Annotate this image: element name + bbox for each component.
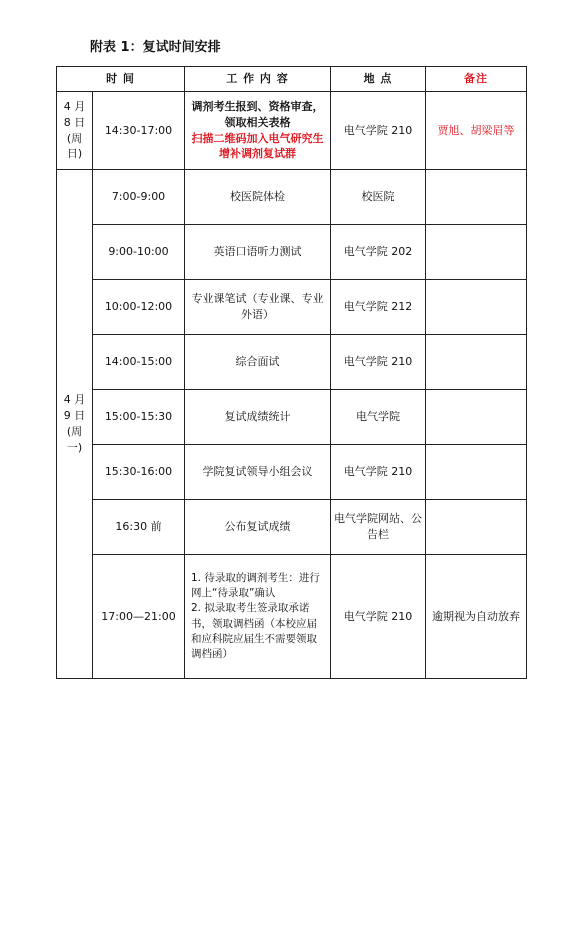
note-cell — [426, 225, 527, 280]
table-row — [57, 390, 527, 445]
list-item: 2. 拟录取考生签录取承诺书，领取调档函（本校应届和应科院应届生不需要领取调档函） — [191, 602, 317, 660]
time-cell: 14:00-15:00 — [93, 335, 185, 390]
header-content: 工 作 内 容 — [185, 67, 331, 92]
time-cell: 14:30-17:00 — [93, 92, 185, 170]
location-cell: 校医院 — [331, 170, 426, 225]
note-cell — [426, 500, 527, 555]
list-item: 1. 待录取的调剂考生：进行网上“待录取”确认 — [191, 571, 320, 600]
table-row — [57, 225, 527, 280]
content-cell: 英语口语听力测试 — [185, 225, 331, 280]
table-row — [57, 170, 527, 225]
note-cell — [426, 280, 527, 335]
time-cell: 16:30 前 — [93, 500, 185, 555]
content-highlight: 扫描二维码加入电气研究生增补调剂复试群 — [191, 131, 324, 161]
content-cell — [185, 555, 331, 679]
table-row — [57, 500, 527, 555]
table-row — [57, 92, 527, 170]
schedule-table — [56, 66, 527, 679]
table-row — [57, 335, 527, 390]
time-cell: 17:00—21:00 — [93, 555, 185, 679]
note-cell — [426, 445, 527, 500]
content-cell — [185, 92, 331, 170]
note-cell: 逾期视为自动放弃 — [426, 555, 527, 679]
location-cell: 电气学院 210 — [331, 555, 426, 679]
content-cell: 公布复试成绩 — [185, 500, 331, 555]
location-cell: 电气学院网站、公告栏 — [331, 500, 426, 555]
date-cell-day1: 4 月 8 日 (周日) — [57, 92, 93, 170]
content-cell: 学院复试领导小组会议 — [185, 445, 331, 500]
location-cell: 电气学院 202 — [331, 225, 426, 280]
table-row — [57, 555, 527, 679]
content-cell: 校医院体检 — [185, 170, 331, 225]
table-row — [57, 280, 527, 335]
time-cell: 10:00-12:00 — [93, 280, 185, 335]
table-header-row — [57, 67, 527, 92]
header-location: 地 点 — [331, 67, 426, 92]
note-cell — [426, 335, 527, 390]
table-row — [57, 445, 527, 500]
page-title: 附表 1：复试时间安排 — [90, 40, 221, 55]
note-cell: 贾旭、胡梁眉等 — [426, 92, 527, 170]
location-cell: 电气学院 210 — [331, 92, 426, 170]
content-text: 调剂考生报到、资格审查，领取相关表格 — [191, 99, 324, 129]
header-note: 备注 — [426, 67, 527, 92]
header-time: 时 间 — [57, 67, 185, 92]
content-cell: 综合面试 — [185, 335, 331, 390]
note-cell — [426, 390, 527, 445]
time-cell: 15:00-15:30 — [93, 390, 185, 445]
location-cell: 电气学院 210 — [331, 335, 426, 390]
content-cell: 复试成绩统计 — [185, 390, 331, 445]
location-cell: 电气学院 — [331, 390, 426, 445]
content-cell: 专业课笔试（专业课、专业外语） — [185, 280, 331, 335]
date-cell-day2: 4 月 9 日 (周一) — [57, 170, 93, 679]
time-cell: 15:30-16:00 — [93, 445, 185, 500]
time-cell: 9:00-10:00 — [93, 225, 185, 280]
note-cell — [426, 170, 527, 225]
location-cell: 电气学院 210 — [331, 445, 426, 500]
location-cell: 电气学院 212 — [331, 280, 426, 335]
time-cell: 7:00-9:00 — [93, 170, 185, 225]
